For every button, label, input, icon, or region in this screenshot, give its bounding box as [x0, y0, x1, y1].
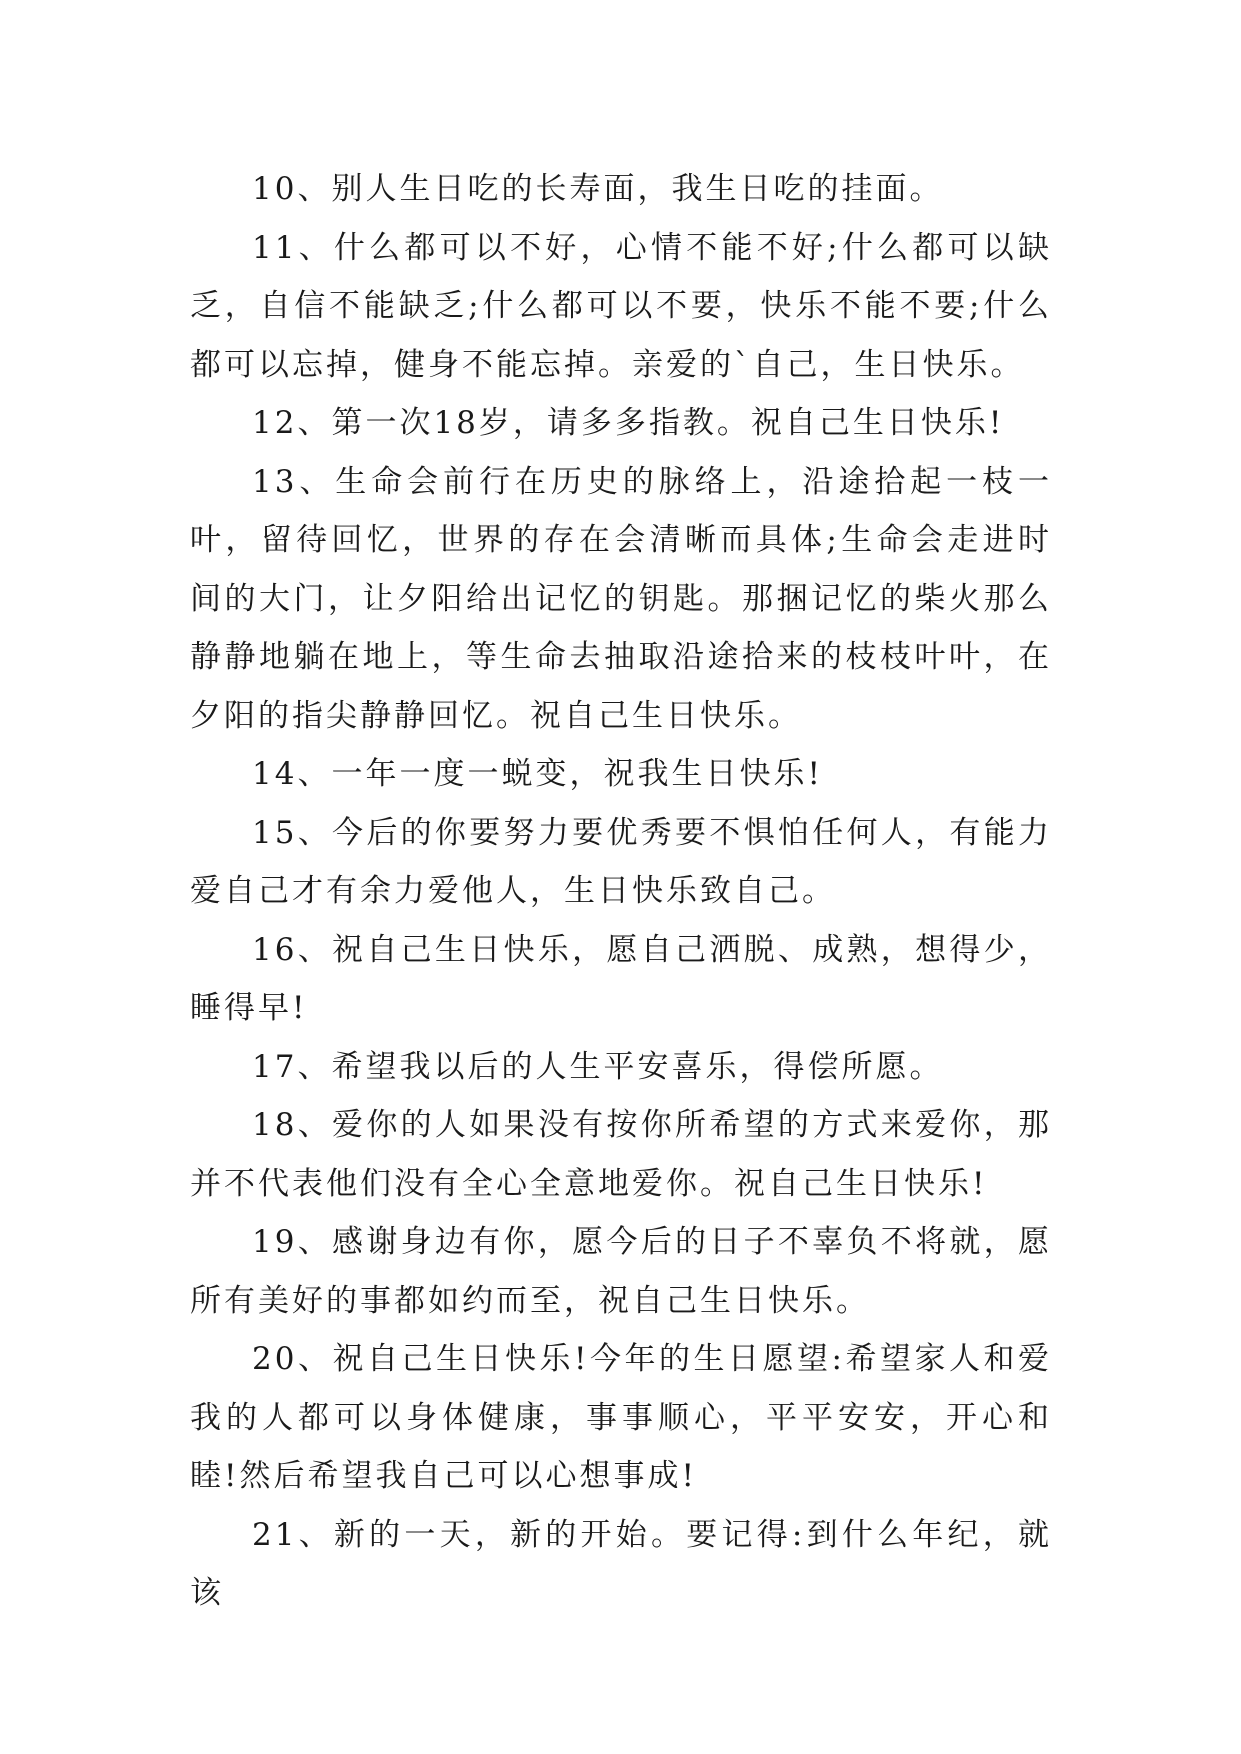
paragraph-18: 18、爱你的人如果没有按你所希望的方式来爱你，那并不代表他们没有全心全意地爱你。祝自己生日快乐! [190, 1107, 1052, 1202]
paragraph-13: 13、生命会前行在历史的脉络上，沿途拾起一枝一叶，留待回忆，世界的存在会清晰而具体;生命会走进时间的大门，让夕阳给出记忆的钥匙。那捆记忆的柴火那么静静地躺在地上，等生命去抽取沿途拾来的枝枝叶叶，在夕阳的指尖静静回忆。祝自己生日快乐。 [190, 463, 1052, 734]
paragraph-16: 16、祝自己生日快乐，愿自己洒脱、成熟，想得少，睡得早! [190, 931, 1052, 1026]
paragraph-12: 12、第一次18岁，请多多指教。祝自己生日快乐! [252, 405, 1005, 441]
paragraph-19: 19、感谢身边有你，愿今后的日子不辜负不将就，愿所有美好的事都如约而至，祝自己生日快乐。 [190, 1224, 1052, 1319]
paragraph-17: 17、希望我以后的人生平安喜乐，得偿所愿。 [252, 1048, 944, 1085]
paragraph-15: 15、今后的你要努力要优秀要不惧怕任何人，有能力爱自己才有余力爱他人，生日快乐致自己。 [190, 814, 1052, 909]
paragraph-21: 21、新的一天，新的开始。要记得:到什么年纪，就该 [190, 1516, 1052, 1611]
paragraph-11: 11、什么都可以不好，心情不能不好;什么都可以缺乏，自信不能缺乏;什么都可以不要，快乐不能不要;什么都可以忘掉，健身不能忘掉。亲爱的`自己，生日快乐。 [190, 229, 1052, 383]
paragraph-10: 10、别人生日吃的长寿面，我生日吃的挂面。 [252, 171, 944, 207]
paragraph-20: 20、祝自己生日快乐!今年的生日愿望:希望家人和爱我的人都可以身体健康，事事顺心，平平安安，开心和睦!然后希望我自己可以心想事成! [190, 1341, 1052, 1494]
paragraph-14: 14、一年一度一蜕变，祝我生日快乐! [252, 756, 823, 792]
document-body [190, 160, 1052, 1623]
